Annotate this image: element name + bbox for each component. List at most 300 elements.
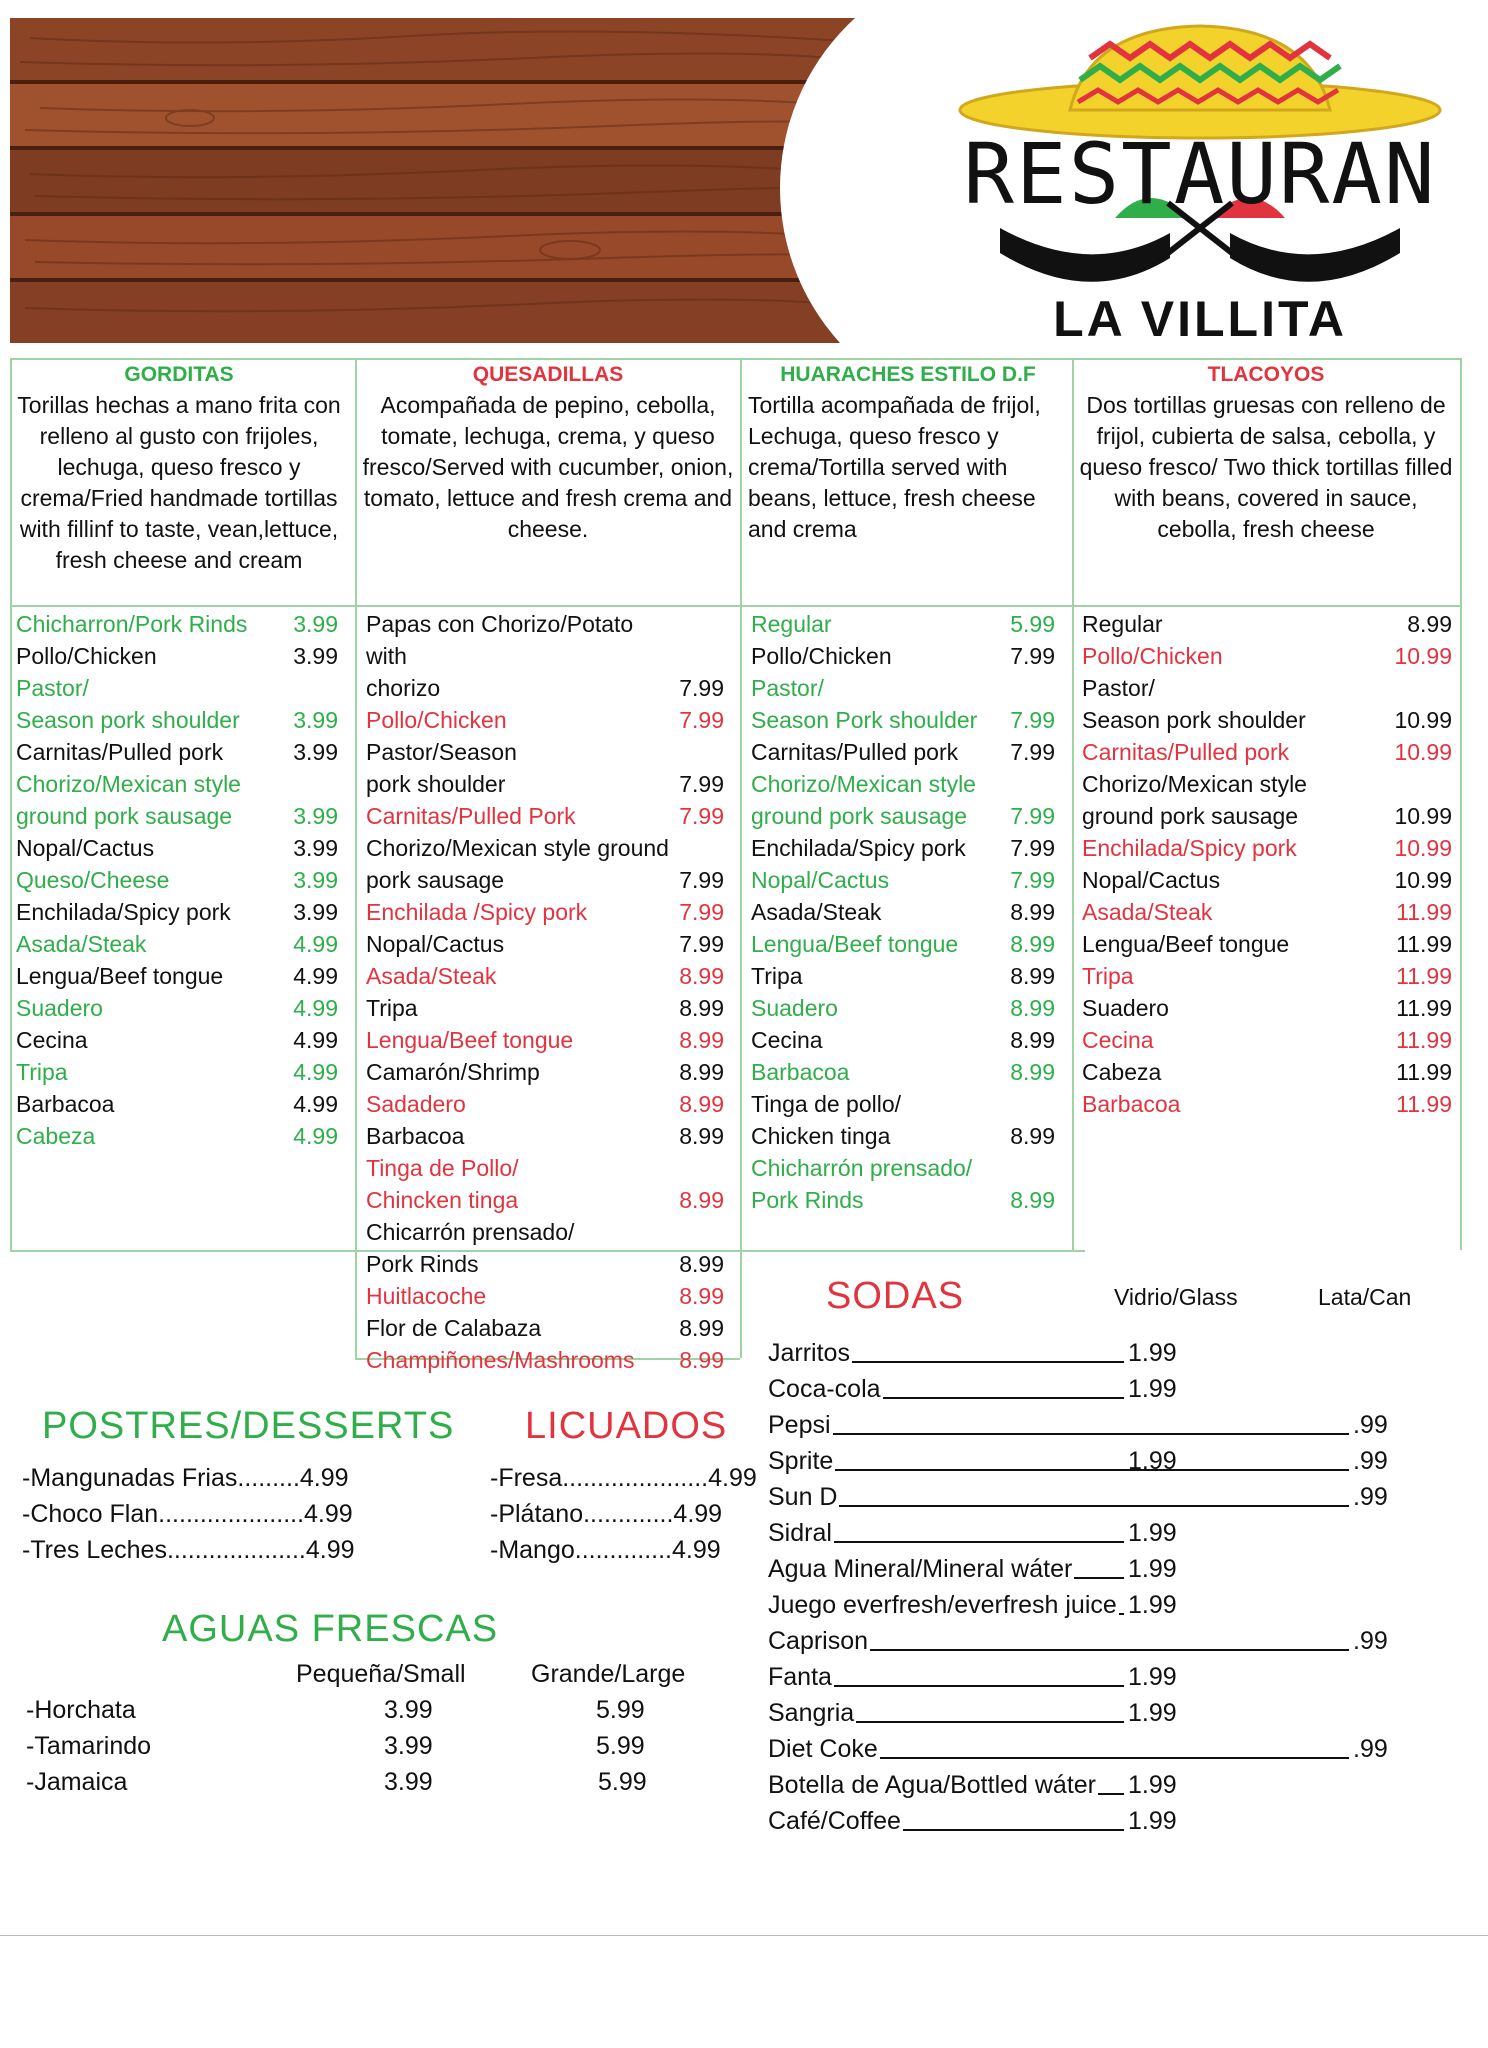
soda-can-price: .99 [1353,1447,1388,1475]
menu-item-price: 4.99 [293,1059,338,1085]
menu-item [16,736,338,768]
soda-can-price: .99 [1353,1411,1388,1439]
menu-item-name: Carnitas/Pulled pork [751,739,959,765]
menu-item-price: 8.99 [679,1027,724,1053]
menu-item-name: Asada/Steak [16,931,147,957]
menu-item-price: 11.99 [1396,995,1452,1021]
menu-item-price: 8.99 [679,1251,724,1277]
menu-item [1082,672,1452,736]
menu-item-price: 3.99 [293,739,338,765]
menu-item-price: 8.99 [1010,931,1055,957]
menu-item-name: Suadero [1082,995,1169,1021]
menu-item-price: 3.99 [293,835,338,861]
menu-item-name: Nopal/Cactus [16,835,155,861]
menu-item-name: Chorizo/Mexican style ground pork sausage [16,771,241,829]
soda-fill-line [833,1433,1349,1435]
huaraches-items [751,608,1055,1216]
soda-glass-price: 1.99 [1128,1771,1177,1799]
menu-item [366,1120,724,1152]
menu-item-name: Chicharron/Pork Rinds [16,611,248,637]
menu-item-name: Cabeza [1082,1059,1162,1085]
menu-item [751,736,1055,768]
soda-row [768,1479,1428,1515]
soda-name: Sprite [768,1447,834,1475]
menu-item [1082,1024,1452,1056]
soda-glass-price: 1.99 [1128,1807,1177,1835]
menu-item-name: Chorizo/Mexican style ground pork sausage [366,835,669,893]
menu-item [16,864,338,896]
menu-item-name: Cecina [1082,1027,1154,1053]
menu-item-price: 3.99 [293,867,338,893]
menu-item [16,768,338,832]
menu-item-name: Nopal/Cactus [366,931,505,957]
aguas-table [26,1660,746,1796]
licuados-item: -Mango..............4.99 [490,1536,721,1564]
gorditas-column [14,360,344,576]
menu-item [16,960,338,992]
menu-item-name: Barbacoa [751,1059,850,1085]
soda-fill-line [1119,1613,1124,1615]
menu-item-price: 10.99 [1394,739,1452,765]
menu-item [751,1024,1055,1056]
menu-item [16,1024,338,1056]
menu-item-price: 7.99 [1010,707,1055,733]
menu-item-price: 7.99 [1010,643,1055,669]
menu-item-price: 4.99 [293,995,338,1021]
menu-item-name: Enchilada/Spicy pork [751,835,966,861]
soda-name: Jarritos [768,1339,850,1367]
menu-item-name: Tinga de Pollo/ Chincken tinga [366,1155,519,1213]
soda-row [768,1335,1428,1371]
sodas-col-glass: Vidrio/Glass [1114,1284,1238,1310]
menu-item-name: Regular [1082,611,1163,637]
menu-item-name: Asada/Steak [751,899,882,925]
menu-item-price: 8.99 [679,1059,724,1085]
soda-glass-price: 1.99 [1128,1339,1177,1367]
postres-item: -Choco Flan.....................4.99 [22,1500,353,1528]
menu-item-name: Pastor/Season pork shoulder [366,739,517,797]
menu-item-price: 8.99 [1010,899,1055,925]
soda-fill-line [870,1649,1349,1651]
menu-item-name: Nopal/Cactus [1082,867,1221,893]
aguas-large-price: 5.99 [596,1732,645,1760]
menu-item-name: Lengua/Beef tongue [1082,931,1290,957]
menu-item-name: Chicharrón prensado/ Pork Rinds [751,1155,973,1213]
menu-item-name: Lengua/Beef tongue [366,1027,574,1053]
quesadillas-column [362,360,734,545]
licuados-list [490,1460,757,1568]
menu-item [366,992,724,1024]
soda-name: Agua Mineral/Mineral wáter [768,1555,1073,1583]
menu-item [1082,832,1452,864]
menu-item-name: Nopal/Cactus [751,867,890,893]
soda-row [768,1623,1428,1659]
menu-item-price: 8.99 [679,1091,724,1117]
menu-item [366,1280,724,1312]
menu-item-name: Cecina [751,1027,823,1053]
menu-item-price: 10.99 [1394,835,1452,861]
soda-row [768,1371,1428,1407]
soda-name: Sun D [768,1483,838,1511]
menu-item-price: 11.99 [1396,1059,1452,1085]
menu-item [366,928,724,960]
soda-fill-line [1074,1577,1124,1579]
huaraches-column [748,360,1068,545]
menu-item-price: 8.99 [679,995,724,1021]
mustache-left [1000,228,1170,282]
menu-item-price: 8.99 [1010,995,1055,1021]
menu-item [366,1088,724,1120]
menu-item [1082,896,1452,928]
menu-item-price: 8.99 [679,1123,724,1149]
soda-row [768,1731,1428,1767]
soda-fill-line [834,1541,1124,1543]
menu-item [16,1088,338,1120]
grid-vline-1 [355,358,357,1358]
soda-fill-line [856,1721,1124,1723]
wood-planks-image [10,18,900,343]
sodas-col-can: Lata/Can [1318,1284,1412,1310]
menu-item-name: Chorizo/Mexican style ground pork sausage [1082,771,1307,829]
menu-item-name: Flor de Calabaza [366,1315,542,1341]
aguas-name: -Tamarindo [26,1732,152,1760]
huaraches-title: HUARACHES ESTILO D.F [780,363,1036,386]
menu-item-price: 10.99 [1394,707,1452,733]
menu-item-price: 7.99 [679,803,724,829]
grid-vline-2 [740,358,742,1358]
menu-item-name: Asada/Steak [1082,899,1213,925]
soda-name: Caprison [768,1627,869,1655]
soda-name: Sidral [768,1519,832,1547]
aguas-title: AGUAS FRESCAS [162,1608,499,1650]
soda-fill-line [852,1361,1124,1363]
menu-item [366,704,724,736]
mustache-right [1230,228,1400,282]
menu-item-price: 7.99 [679,675,724,701]
menu-item-name: Asada/Steak [366,963,497,989]
licuados-title: LICUADOS [525,1405,728,1447]
soda-glass-price: 1.99 [1128,1447,1177,1475]
soda-name: Sangria [768,1699,855,1727]
soda-row [768,1443,1428,1479]
soda-name: Café/Coffee [768,1807,901,1835]
tlacoyos-description: Dos tortillas gruesas con relleno de frijol, cubierta de salsa, cebolla, y queso fresco/ Two thick tortillas filled with beans, covered in sauce, cebolla, fresh cheese [1079,392,1453,542]
menu-item-price: 4.99 [293,963,338,989]
licuados-item: -Fresa.....................4.99 [490,1464,757,1492]
menu-item-price: 7.99 [679,867,724,893]
menu-item-name: Papas con Chorizo/Potato with chorizo [366,611,634,701]
menu-item-price: 10.99 [1394,803,1452,829]
menu-item [366,832,724,896]
grid-vline-4 [1460,358,1462,1250]
menu-item [366,800,724,832]
menu-item [366,608,724,704]
postres-list [22,1460,355,1568]
soda-glass-price: 1.99 [1128,1663,1177,1691]
menu-item-name: Regular [751,611,832,637]
menu-item [751,832,1055,864]
menu-item [16,672,338,736]
menu-item-price: 7.99 [1010,867,1055,893]
menu-item-price: 3.99 [293,803,338,829]
menu-item [751,640,1055,672]
gorditas-description: Torillas hechas a mano frita con relleno al gusto con frijoles, lechuga, queso fresco y crema/Fried handmade tortillas with fillinf to taste, vean,lettuce, fresh cheese and cream [17,392,341,573]
menu-item [366,736,724,800]
menu-item-price: 8.99 [1010,963,1055,989]
aguas-small-price: 3.99 [384,1732,433,1760]
sombrero-icon [940,18,1460,348]
menu-item-name: Chorizo/Mexican style ground pork sausage [751,771,976,829]
menu-item [1082,640,1452,672]
menu-item [366,1152,724,1216]
menu-item-price: 7.99 [1010,739,1055,765]
soda-row [768,1515,1428,1551]
menu-item [751,608,1055,640]
menu-item [16,992,338,1024]
soda-glass-price: 1.99 [1128,1375,1177,1403]
soda-fill-line [883,1397,1124,1399]
grid-vline-3 [1072,358,1074,1250]
menu-item-name: Camarón/Shrimp [366,1059,540,1085]
menu-item [366,1312,724,1344]
soda-fill-line [835,1469,1349,1471]
menu-item-name: Carnitas/Pulled pork [16,739,224,765]
menu-item-price: 8.99 [1407,611,1452,637]
menu-item [751,960,1055,992]
menu-item-price: 4.99 [293,1027,338,1053]
soda-row [768,1551,1428,1587]
menu-item-name: Enchilada /Spicy pork [366,899,588,925]
sodas-list [768,1335,1428,1839]
soda-fill-line [880,1757,1349,1759]
postres-item: -Tres Leches....................4.99 [22,1536,355,1564]
menu-item-price: 8.99 [1010,1059,1055,1085]
soda-glass-price: 1.99 [1128,1519,1177,1547]
tlacoyos-column [1078,360,1454,545]
soda-name: Botella de Agua/Bottled wáter [768,1771,1097,1799]
menu-item-price: 7.99 [679,899,724,925]
menu-item [1082,1056,1452,1088]
tlacoyos-items [1082,608,1452,1120]
aguas-col-large: Grande/Large [531,1660,686,1688]
menu-item-price: 10.99 [1394,643,1452,669]
menu-item-name: Huitlacoche [366,1283,487,1309]
aguas-name: -Jamaica [26,1768,128,1796]
soda-name: Fanta [768,1663,832,1691]
menu-item-name: Cabeza [16,1123,96,1149]
menu-item [16,896,338,928]
aguas-small-price: 3.99 [384,1696,433,1724]
soda-name: Juego everfresh/everfresh juice [768,1591,1117,1619]
menu-item-name: Pollo/Chicken [366,707,507,733]
menu-item [751,1088,1055,1152]
aguas-small-price: 3.99 [384,1768,433,1796]
menu-item [751,768,1055,832]
menu-item-name: Pollo/Chicken [16,643,157,669]
soda-name: Diet Coke [768,1735,878,1763]
soda-fill-line [903,1829,1124,1831]
menu-item-name: Champiñones/Mashrooms [366,1347,635,1373]
menu-item-price: 8.99 [679,1283,724,1309]
menu-item-price: 8.99 [679,1347,724,1373]
menu-item [751,672,1055,736]
soda-row [768,1767,1428,1803]
menu-item-name: Tripa [751,963,803,989]
soda-can-price: .99 [1353,1627,1388,1655]
quesadillas-items [366,608,724,1376]
menu-item-name: Lengua/Beef tongue [16,963,224,989]
menu-item [16,640,338,672]
menu-item [16,1056,338,1088]
menu-item [366,1344,724,1376]
soda-fill-line [1098,1793,1124,1795]
menu-item-price: 8.99 [1010,1027,1055,1053]
restaurant-logo [940,18,1460,348]
menu-item-price: 11.99 [1396,899,1452,925]
menu-item-name: Pastor/ Season pork shoulder [1082,675,1306,733]
wood-banner [10,18,900,343]
menu-item-price: 3.99 [293,643,338,669]
huaraches-description: Tortilla acompañada de frijol, Lechuga, queso fresco y crema/Tortilla served with beans, lettuce, fresh cheese and crema [748,392,1041,542]
menu-item-name: Barbacoa [366,1123,465,1149]
menu-item-name: Tinga de pollo/ Chicken tinga [751,1091,902,1149]
soda-glass-price: 1.99 [1128,1591,1177,1619]
soda-name: Coca-cola [768,1375,881,1403]
menu-item-price: 11.99 [1396,963,1452,989]
soda-row [768,1407,1428,1443]
logo-title: RESTAURAN [963,125,1437,223]
menu-item-name: Suadero [751,995,838,1021]
soda-row [768,1803,1428,1839]
menu-item-price: 5.99 [1010,611,1055,637]
menu-item-name: Barbacoa [16,1091,115,1117]
menu-item-name: Tripa [366,995,418,1021]
menu-item-name: Pollo/Chicken [751,643,892,669]
grid-vline-0 [10,358,12,1250]
menu-item [751,1056,1055,1088]
menu-item-name: Sadadero [366,1091,466,1117]
menu-item [1082,736,1452,768]
menu-item-name: Queso/Cheese [16,867,170,893]
menu-item [16,608,338,640]
menu-item-price: 3.99 [293,899,338,925]
menu-item-price: 10.99 [1394,867,1452,893]
menu-item-name: Carnitas/Pulled Pork [366,803,576,829]
menu-item-price: 8.99 [679,1315,724,1341]
menu-item-price: 8.99 [679,1187,724,1213]
menu-item-price: 7.99 [679,771,724,797]
menu-item-name: Barbacoa [1082,1091,1181,1117]
menu-item [16,1120,338,1152]
menu-item-price: 4.99 [293,1091,338,1117]
menu-item [366,1056,724,1088]
menu-item [1082,928,1452,960]
menu-item-price: 11.99 [1396,1091,1452,1117]
menu-item [1082,960,1452,992]
menu-item [1082,1088,1452,1120]
menu-item [366,960,724,992]
aguas-col-small: Pequeña/Small [296,1660,466,1688]
menu-item-price: 4.99 [293,931,338,957]
gorditas-items [16,608,338,1152]
soda-row [768,1695,1428,1731]
gorditas-title: GORDITAS [124,363,234,386]
postres-item: -Mangunadas Frias.........4.99 [22,1464,349,1492]
menu-item [366,1024,724,1056]
menu-item [751,928,1055,960]
quesadillas-description: Acompañada de pepino, cebolla, tomate, lechuga, crema, y queso fresco/Served with cucumber, onion, tomato, lettuce and fresh crema and cheese. [362,392,734,542]
grid-desc-line [10,605,1462,607]
quesadillas-title: QUESADILLAS [472,363,624,386]
menu-item [16,832,338,864]
menu-item-name: Carnitas/Pulled pork [1082,739,1290,765]
sodas-title: SODAS [826,1275,965,1317]
postres-title: POSTRES/DESSERTS [42,1405,455,1447]
soda-can-price: .99 [1353,1483,1388,1511]
menu-item [751,1152,1055,1216]
menu-item-price: 11.99 [1396,931,1452,957]
logo-subtitle: LA VILLITA [1053,291,1347,347]
aguas-name: -Horchata [26,1696,136,1724]
menu-item [366,1216,724,1280]
soda-row [768,1659,1428,1695]
menu-item [1082,768,1452,832]
menu-item [751,992,1055,1024]
menu-item-price: 3.99 [293,611,338,637]
menu-item-name: Pastor/ Season Pork shoulder [751,675,978,733]
licuados-item: -Plátano.............4.99 [490,1500,723,1528]
menu-item-price: 7.99 [1010,803,1055,829]
menu-item-price: 7.99 [1010,835,1055,861]
menu-item-name: Lengua/Beef tongue [751,931,959,957]
menu-item-name: Chicarrón prensado/ Pork Rinds [366,1219,575,1277]
menu-item [751,864,1055,896]
menu-item-name: Enchilada/Spicy pork [1082,835,1297,861]
menu-item-price: 4.99 [293,1123,338,1149]
menu-item-price: 11.99 [1396,1027,1452,1053]
soda-glass-price: 1.99 [1128,1555,1177,1583]
menu-item-name: Suadero [16,995,103,1021]
soda-fill-line [834,1685,1124,1687]
menu-item-name: Pollo/Chicken [1082,643,1223,669]
aguas-large-price: 5.99 [596,1696,645,1724]
menu-item-name: Enchilada/Spicy pork [16,899,231,925]
menu-item-price: 8.99 [1010,1123,1055,1149]
tlacoyos-title: TLACOYOS [1207,363,1325,386]
aguas-large-price: 5.99 [598,1768,647,1796]
soda-glass-price: 1.99 [1128,1699,1177,1727]
menu-item-name: Tripa [16,1059,68,1085]
menu-item-price: 7.99 [679,931,724,957]
menu-item-name: Tripa [1082,963,1134,989]
menu-item-name: Pastor/ Season pork shoulder [16,675,240,733]
menu-item-price: 8.99 [679,963,724,989]
menu-item [16,928,338,960]
menu-item-price: 3.99 [293,707,338,733]
menu-item [1082,608,1452,640]
soda-can-price: .99 [1353,1735,1388,1763]
menu-item-price: 7.99 [679,707,724,733]
menu-item [1082,992,1452,1024]
menu-item [1082,864,1452,896]
menu-item [366,896,724,928]
footer-rule [0,1935,1488,1936]
menu-item-price: 8.99 [1010,1187,1055,1213]
soda-name: Pepsi [768,1411,831,1439]
soda-row [768,1587,1428,1623]
menu-item-name: Cecina [16,1027,88,1053]
menu-item [751,896,1055,928]
